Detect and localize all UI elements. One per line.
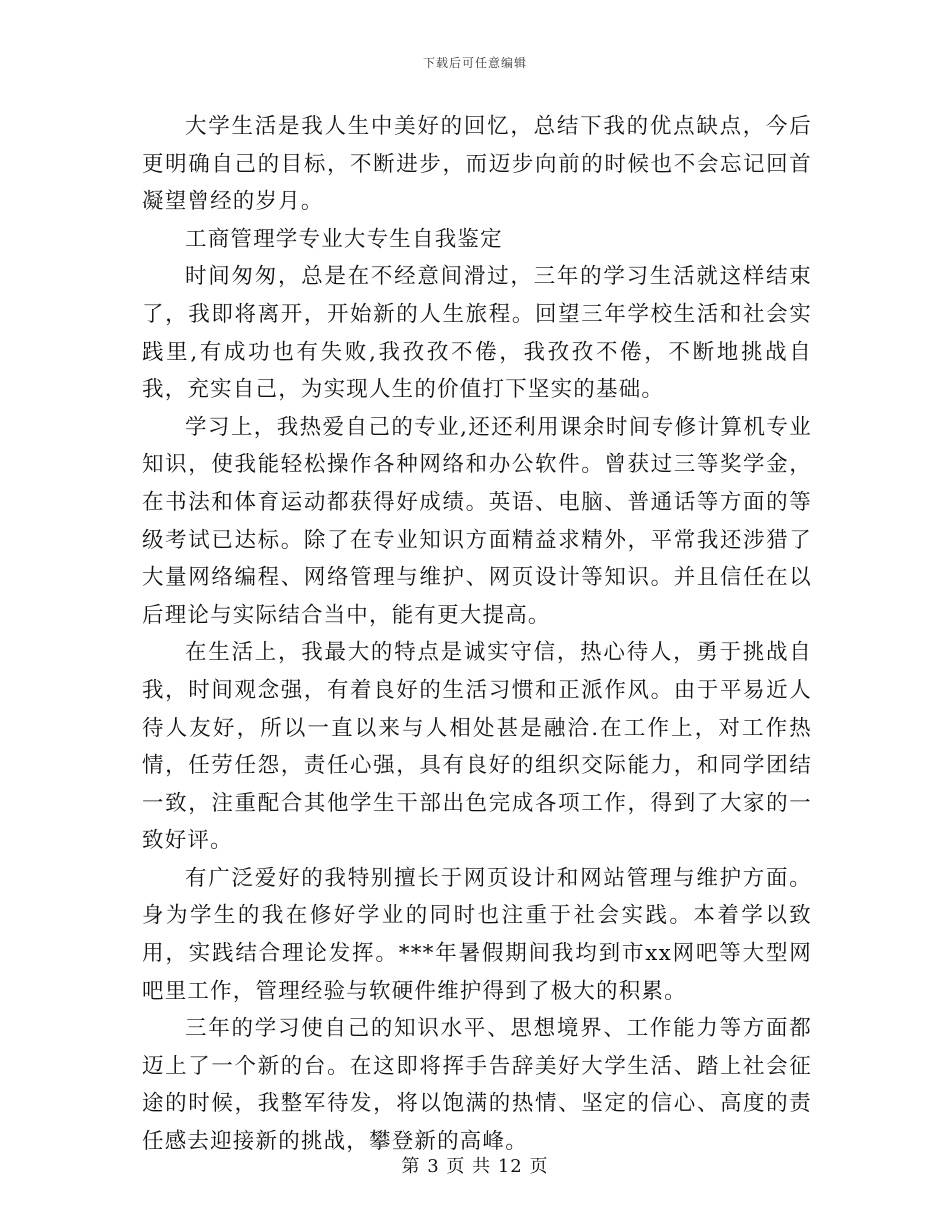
paragraph-life: 在生活上，我最大的特点是诚实守信，热心待人，勇于挑战自我，时间观念强，有着良好的生活习惯和正派作风。由于平易近人待人友好，所以一直以来与人相处甚是融洽.在工作上，对工作热情，任劳任怨，责任心强，具有良好的组织交际能力，和同学团结一致，注重配合其他学生干部出色完成各项工作，得到了大家的一致好评。 [142, 640, 812, 854]
page-number: 第 3 页 共 12 页 [401, 1156, 549, 1177]
document-body [142, 108, 812, 1161]
paragraph-time: 时间匆匆，总是在不经意间滑过，三年的学习生活就这样结束了，我即将离开，开始新的人生旅程。回望三年学校生活和社会实践里,有成功也有失败,我孜孜不倦，我孜孜不倦，不断地挑战自我，充实自己，为实现人生的价值打下坚实的基础。 [142, 264, 812, 403]
page-header-note: 下载后可任意编辑 [422, 56, 527, 70]
section-title: 工商管理学专业大专生自我鉴定 [185, 226, 503, 252]
paragraph-study: 学习上，我热爱自己的专业,还还利用课余时间专修计算机专业知识，使我能轻松操作各种网络和办公软件。曾获过三等奖学金，在书法和体育运动都获得好成绩。英语、电脑、普通话等方面的等级考试已达标。除了在专业知识方面精益求精外，平常我还涉猎了大量网络编程、网络管理与维护、网页设计等知识。并且信任在以后理论与实际结合当中，能有更大提高。 [142, 414, 812, 628]
paragraph-conclusion: 三年的学习使自己的知识水平、思想境界、工作能力等方面都迈上了一个新的台。在这即将挥手告辞美好大学生活、踏上社会征途的时候，我整军待发，将以饱满的热情、坚定的信心、高度的责任感去迎接新的挑战，攀登新的高峰。 [142, 1016, 812, 1155]
paragraph-intro: 大学生活是我人生中美好的回忆，总结下我的优点缺点，今后更明确自己的目标，不断进步，而迈步向前的时候也不会忘记回首凝望曾经的岁月。 [142, 114, 812, 215]
paragraph-hobbies: 有广泛爱好的我特别擅长于网页设计和网站管理与维护方面。身为学生的我在修好学业的同时也注重于社会实践。本着学以致用，实践结合理论发挥。***年暑假期间我均到市xx网吧等大型网吧里工作，管理经验与软硬件维护得到了极大的积累。 [142, 865, 812, 1004]
